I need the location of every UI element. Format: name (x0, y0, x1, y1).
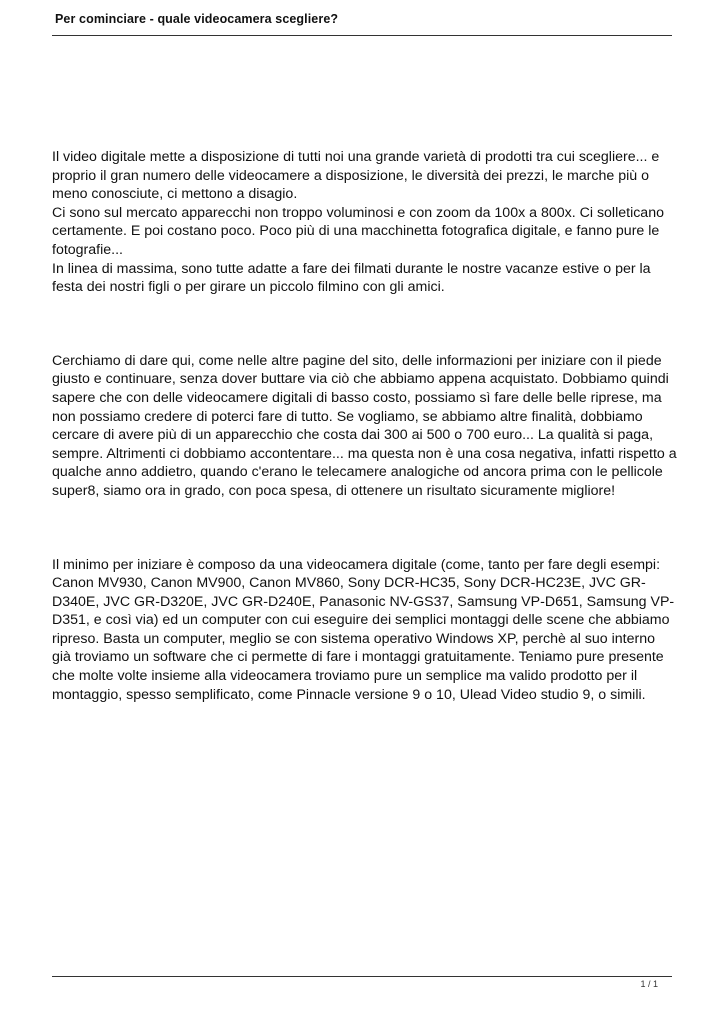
page-number: 1 / 1 (640, 979, 658, 989)
document-body (52, 148, 677, 704)
footer-divider (52, 976, 672, 977)
paragraph-advice: Cerchiamo di dare qui, come nelle altre pagine del sito, delle informazioni per iniziare con il piede giusto e continuare, senza dover buttare via ciò che abbiamo appena acquistato. Dobbiamo quindi sapere che con delle videocamere digitali di basso costo, possiamo sì fare delle belle riprese, ma non possiamo credere di poterci fare di tutto. Se vogliamo, se abbiamo altre finalità, dobbiamo cercare di avere più di un apparecchio che costa dai 300 ai 500 o 700 euro... La qualità si paga, sempre. Altrimenti ci dobbiamo accontentare... ma questa non è una cosa negativa, infatti rispetto a qualche anno addietro, quando c'erano le telecamere analogiche od ancora prima con le pellicole super8, siamo ora in grado, con poca spesa, di ottenere un risultato sicuramente migliore! (52, 352, 677, 499)
page-header-title: Per cominciare - quale videocamera scegliere? (55, 12, 339, 26)
paragraph-minimum-setup: Il minimo per iniziare è composo da una videocamera digitale (come, tanto per fare degli esempi: Canon MV930, Canon MV900, Canon MV860, Sony DCR-HC35, Sony DCR-HC23E, JVC GR-D340E, JVC GR-D320E, JVC GR-D240E, Panasonic NV-GS37, Samsung VP-D651, Samsung VP-D351, e così via) ed un computer con cui eseguire dei semplici montaggi delle scene che abbiamo ripreso. Basta un computer, meglio se con sistema operativo Windows XP, perchè al suo interno già troviamo un software che ci permette di fare i montaggi gratuitamente. Teniamo pure presente che molte volte insieme alla videocamera troviamo pure un semplice ma valido prodotto per il montaggio, spesso semplificato, come Pinnacle versione 9 o 10, Ulead Video studio 9, o simili. (52, 556, 675, 703)
paragraph-intro: Il video digitale mette a disposizione di tutti noi una grande varietà di prodotti tra cui scegliere... e proprio il gran numero delle videocamere a disposizione, le diversità dei prezzi, le marche più o meno conosciute, ci mettono a disagio. Ci sono sul mercato apparecchi non troppo voluminosi e con zoom da 100x a 800x. Ci solleticano certamente. E poi costano poco. Poco più di una macchinetta fotografica digitale, e fanno pure le fotografie... In linea di massima, sono tutte adatte a fare dei filmati durante le nostre vacanze estive o per la festa dei nostri figli o per girare un piccolo filmino con gli amici. (52, 149, 664, 296)
header-divider (52, 35, 672, 36)
